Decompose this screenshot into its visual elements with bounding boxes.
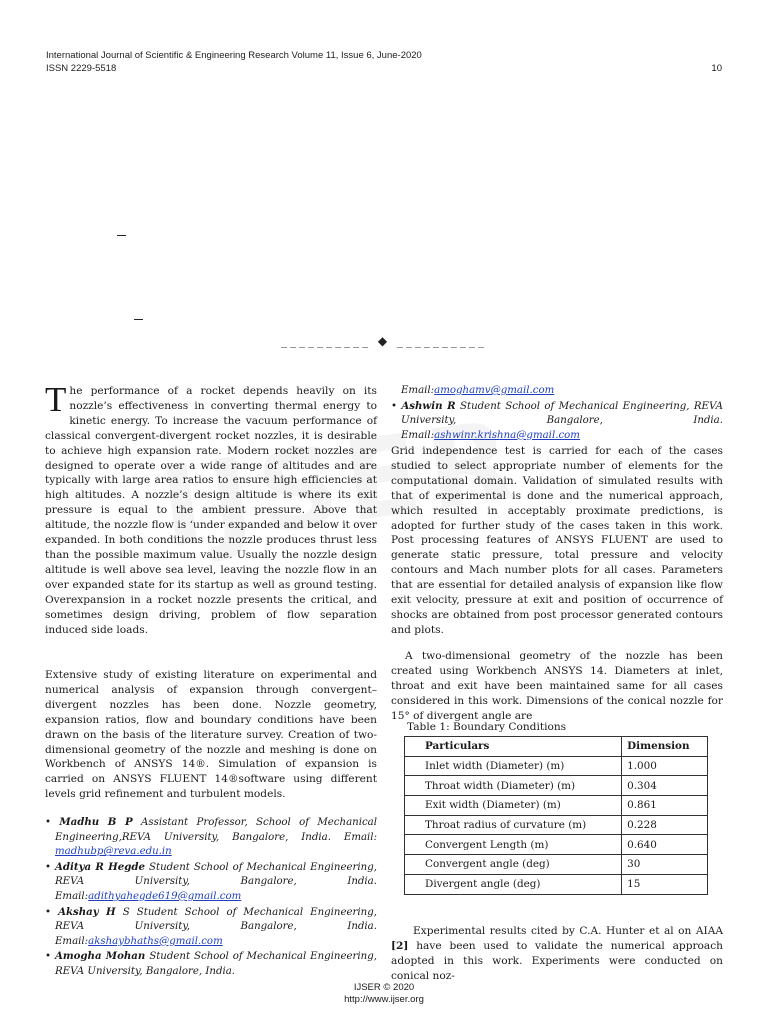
intro-paragraph <box>45 380 377 637</box>
reference-link[interactable]: [2] <box>391 939 409 952</box>
table-row <box>405 855 708 875</box>
table-row <box>405 815 708 835</box>
footer-copyright: IJSER © 2020 <box>353 982 415 993</box>
column-header: Particulars <box>405 737 622 757</box>
author-name: Akshay H <box>58 905 116 918</box>
table-row <box>405 756 708 776</box>
dash-mark <box>117 235 126 236</box>
table-cell: Convergent Length (m) <box>405 835 622 855</box>
geometry-text: A two-dimensional geometry of the nozzle has been created using Workbench ANSYS 14. Diameters at inlet, throat and exit have been maintained same for all cases considered in this work. Dimensions of the conical nozzle for 15° of divergent angle are <box>391 650 723 722</box>
boundary-conditions-table <box>404 736 708 895</box>
table-cell: Inlet width (Diameter) (m) <box>405 756 622 776</box>
experimental-text <box>391 924 723 984</box>
table-cell: 0.304 <box>622 776 708 796</box>
column-header: Dimension <box>622 737 708 757</box>
author-desc: Student School of Mechanical Engineering, REVA University, Bangalore, India. <box>55 951 377 977</box>
author-email-link[interactable]: adithyahegde619@gmail.com <box>88 890 242 902</box>
author-email-link[interactable]: ashwinr.krishna@gmail.com <box>434 429 580 441</box>
section-separator: __________ ◆ __________ <box>281 334 487 348</box>
author-item: • Amogha Mohan Student School of Mechanical Engineering, REVA University, Bangalore, India. <box>45 950 377 977</box>
author-name: Ashwin R <box>401 399 456 412</box>
dash-mark <box>134 319 143 320</box>
table-cell: 0.861 <box>622 796 708 816</box>
table-row <box>405 874 708 894</box>
author-email-link[interactable]: akshaybhaths@gmail.com <box>88 935 223 947</box>
author-desc: Student School of Mechanical Engineering, REVA University, Bangalore, India. Email: <box>55 861 377 902</box>
literature-paragraph <box>45 668 377 802</box>
table-row <box>405 796 708 816</box>
table-cell: 30 <box>622 855 708 875</box>
table-cell: 0.640 <box>622 835 708 855</box>
author-email-link[interactable]: amoghamv@gmail.com <box>434 385 555 396</box>
author-item <box>391 384 723 399</box>
geometry-paragraph <box>391 649 723 724</box>
issn: ISSN 2229-5518 <box>46 63 117 74</box>
journal-header: International Journal of Scientific & Engineering Research Volume 11, Issue 6, June-2020 <box>46 50 422 61</box>
table-cell: Throat width (Diameter) (m) <box>405 776 622 796</box>
grid-text: Grid independence test is carried for each of the cases studied to select appropriate number of elements for the computational domain. Validation of simulated results with that of experimental is done and the numerical approach, which resulted in acceptably proximate predictions, is adopted for further study of the cases taken in this work. Post processing features of ANSYS FLUENT are used to generate static pressure, total pressure and velocity contours and Mach number plots for all cases. Parameters that are essential for detailed analysis of expansion like flow exit velocity, pressure at exit and position of occurrence of shocks are obtained from post processor generated contours and plots. <box>391 445 723 636</box>
email-prefix: Email: <box>401 385 435 396</box>
author-item: • Ashwin R Student School of Mechanical Engineering, REVA University, Bangalore, India. Email:ashwinr.krishna@gmail.com <box>391 399 724 441</box>
table-header-row <box>405 737 708 757</box>
author-name: Aditya R Hegde <box>55 860 146 873</box>
author-item: • Aditya R Hegde Student School of Mechanical Engineering, REVA University, Bangalore, India. Email:adithyahegde619@gmail.com <box>45 860 377 902</box>
author-desc: S Student School of Mechanical Engineering, REVA University, Bangalore, India. Email: <box>55 906 377 947</box>
table-cell: Convergent angle (deg) <box>405 855 622 875</box>
experimental-text-start: Experimental results cited by C.A. Hunter et al on AIAA <box>413 925 723 937</box>
table-row <box>405 835 708 855</box>
grid-paragraph <box>391 444 723 638</box>
experimental-text-end: have been used to validate the numerical approach adopted in this work. Experiments were conducted on conical noz- <box>391 939 723 982</box>
author-desc: Assistant Professor, School of Mechanical Engineering,REVA University, Bangalore, India. Email: <box>55 817 378 843</box>
table-cell: 0.228 <box>622 815 708 835</box>
author-item: • Madhu B P Assistant Professor, School of Mechanical Engineering,REVA University, Bangalore, India. Email: madhubp@reva.edu.in <box>45 816 378 858</box>
table-cell: Exit width (Diameter) (m) <box>405 796 622 816</box>
author-email-link[interactable]: madhubp@reva.edu.in <box>55 846 172 858</box>
drop-cap: T <box>45 380 67 419</box>
page-number: 10 <box>711 63 722 74</box>
table-cell: 15 <box>622 874 708 894</box>
table-cell: 1.000 <box>622 756 708 776</box>
literature-text: Extensive study of existing literature on experimental and numerical analysis of expansion through convergent–divergent nozzles has been done. Nozzle geometry, expansion ratios, flow and boundary conditions have been drawn on the basis of the literature survey. Creation of two-dimensional geometry of the nozzle and meshing is done on Workbench of ANSYS 14®. Simulation of expansion is carried on ANSYS FLUENT 14®software using different levels grid refinement and turbulent models. <box>45 669 377 801</box>
author-name: Madhu B P <box>59 816 133 828</box>
author-name: Amogha Mohan <box>54 950 146 963</box>
intro-text: he performance of a rocket depends heavily on its nozzle’s effectiveness in converting thermal energy to kinetic energy. To increase the vacuum performance of classical convergent-divergent rocket nozzles, it is desirable to achieve high expansion rate. Modern rocket nozzles are designed to operate over a wide range of altitudes and are typically with large area ratios to ensure high efficiencies at high altitudes. A nozzle’s design altitude is where its exit pressure is equal to the ambient pressure. Above that altitude, the nozzle flow is ‘under expanded and below it over expanded. In both conditions the nozzle produces thrust less than the possible maximum value. Usually the nozzle design altitude is well above sea level, leaving the nozzle flow in an over expanded state for its startup as well as ground testing. Overexpansion in a rocket nozzle presents the critical, and sometimes design driving, problem of flow separation induced side loads. <box>45 385 377 636</box>
footer-url[interactable]: http://www.ijser.org <box>344 994 424 1005</box>
table-row <box>405 776 708 796</box>
author-desc: Student School of Mechanical Engineering, REVA University, Bangalore, India. Email: <box>401 400 724 441</box>
table-cell: Divergent angle (deg) <box>405 874 622 894</box>
author-item: • Akshay H S Student School of Mechanical Engineering, REVA University, Bangalore, India. Email:akshaybhaths@gmail.com <box>45 905 377 947</box>
table-cell: Throat radius of curvature (m) <box>405 815 622 835</box>
experimental-paragraph <box>391 924 723 984</box>
table-caption: Table 1: Boundary Conditions <box>407 721 567 733</box>
author-list <box>45 815 377 980</box>
author-continued <box>391 384 723 443</box>
